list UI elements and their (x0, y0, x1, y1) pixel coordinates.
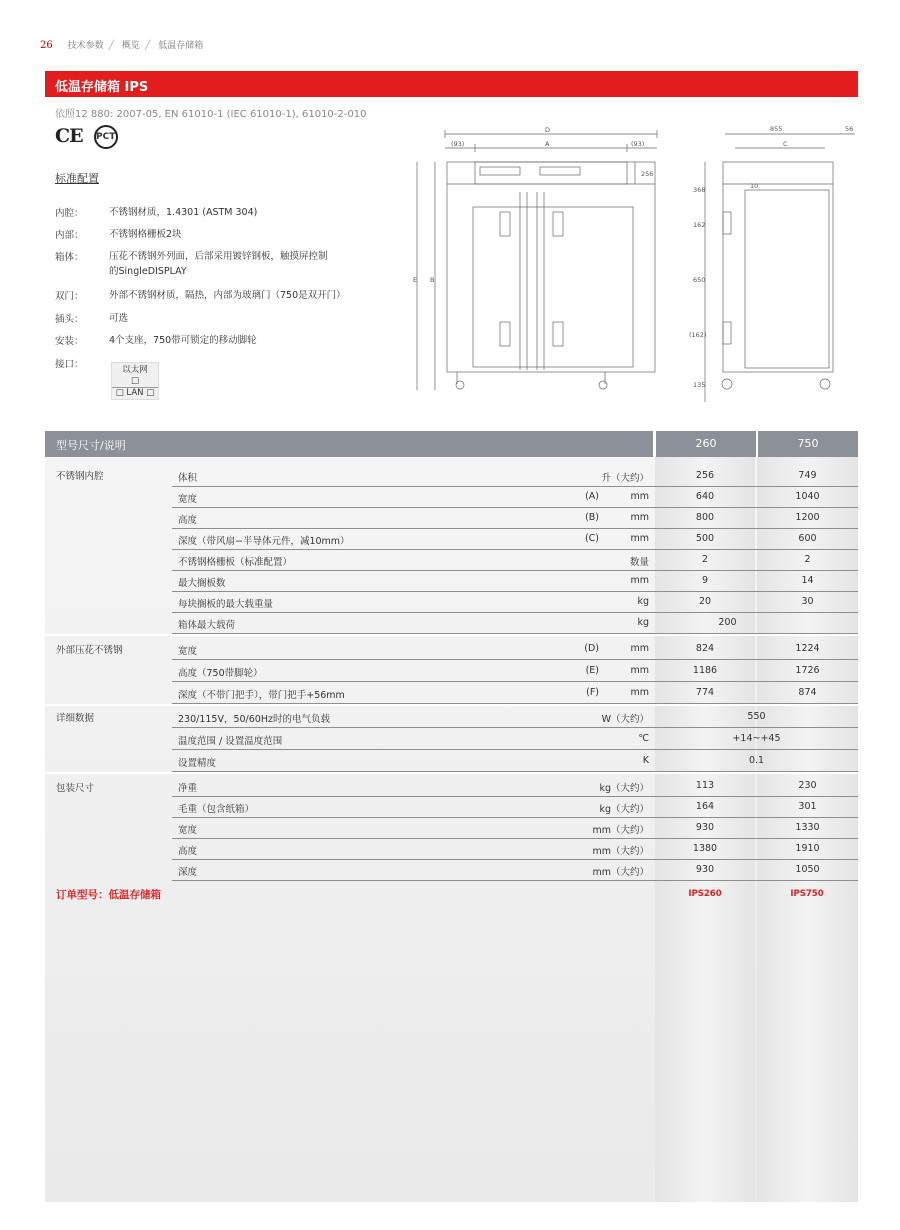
table-row: 温度范围 / 设置温度范围 ℃ +14~+45 (172, 728, 858, 750)
table-row: 深度 mm（大约） 930 1050 (172, 859, 858, 881)
table-row: 最大搁板数 mm 9 14 (172, 570, 858, 592)
order-label: 订单型号：低温存储箱 (56, 889, 161, 901)
group-label: 详细数据 (56, 713, 95, 724)
cert-logos (55, 125, 118, 149)
table-header-label: 型号尺寸/说明 (56, 439, 126, 452)
breadcrumb-item[interactable]: 概览 (121, 41, 140, 51)
page-number: 26 (40, 40, 53, 51)
dim-label: C (783, 140, 788, 148)
table-row: 体积 升（大约） 256 749 (172, 465, 858, 487)
dim-label: 855 (770, 125, 783, 133)
dim-label: (93) (451, 140, 465, 148)
title-bar (45, 71, 858, 97)
standard-config-title: 标准配置 (55, 172, 99, 185)
page-title: 低温存储箱 IPS (55, 80, 149, 95)
order-model-750: IPS750 (790, 889, 824, 899)
dim-label: 10 (750, 182, 759, 190)
breadcrumb-item[interactable]: 低温存储箱 (158, 41, 204, 51)
group-label: 包装尺寸 (56, 783, 95, 794)
dim-label: 256 (641, 170, 654, 178)
table-header-label-cell (45, 431, 653, 457)
ce-mark-icon: CE (55, 125, 83, 147)
dim-label: (162) (689, 331, 707, 339)
dim-label: E (413, 276, 418, 284)
norms-text: 依照12 880: 2007-05, EN 61010-1 (IEC 61010-1), 61010-2-010 (55, 109, 367, 120)
table-header-model-260: 260 (656, 431, 756, 457)
pct-mark-icon: PCT (94, 125, 118, 149)
dim-label: A (545, 140, 550, 148)
dim-label: 135 (693, 381, 706, 389)
table-row: 深度（不带门把手），带门把手+56mm (F) mm 774 874 (172, 682, 858, 704)
table-row: 箱体最大载荷 kg 200 (172, 612, 858, 634)
table-row: 不锈钢格栅板（标准配置） 数量 2 2 (172, 549, 858, 571)
dim-label: 56 (845, 125, 854, 133)
dim-label: 650 (693, 276, 706, 284)
group-label: 外部压花不锈钢 (56, 645, 123, 656)
dim-label: D (545, 126, 551, 134)
table-row: 设置精度 K 0.1 (172, 750, 858, 772)
dim-label: B (430, 276, 435, 284)
table-header-model-750: 750 (758, 431, 858, 457)
table-row: 230/115V，50/60Hz时的电气负载 W（大约） 550 (172, 706, 858, 728)
dim-label: 368 (693, 186, 706, 194)
table-row: 宽度 (D) mm 824 1224 (172, 638, 858, 660)
table-row: 高度 (B) mm 800 1200 (172, 507, 858, 529)
table-row: 深度（带风扇−半导体元件，减10mm） (C) mm 500 600 (172, 528, 858, 550)
lan-port-icon: 以太网 □ □ LAN □ (111, 362, 159, 400)
breadcrumb-item[interactable]: 技术参数 (67, 41, 104, 51)
table-row: 每块搁板的最大载重量 kg 20 30 (172, 591, 858, 613)
dim-label: 162 (693, 221, 706, 229)
group-label: 不锈钢内腔 (56, 471, 104, 482)
table-row: 净重 kg（大约） 113 230 (172, 775, 858, 797)
table-row: 毛重（包含纸箱） kg（大约） 164 301 (172, 796, 858, 818)
technical-drawing (405, 122, 865, 407)
dim-label: (93) (631, 140, 645, 148)
breadcrumb: 26 技术参数 ╱ 概览 ╱ 低温存储箱 (40, 40, 204, 51)
order-model-260: IPS260 (688, 889, 722, 899)
table-row: 宽度 mm（大约） 930 1330 (172, 817, 858, 839)
table-row: 高度（750带脚轮） (E) mm 1186 1726 (172, 660, 858, 682)
table-row: 高度 mm（大约） 1380 1910 (172, 838, 858, 860)
table-row: 宽度 (A) mm 640 1040 (172, 486, 858, 508)
